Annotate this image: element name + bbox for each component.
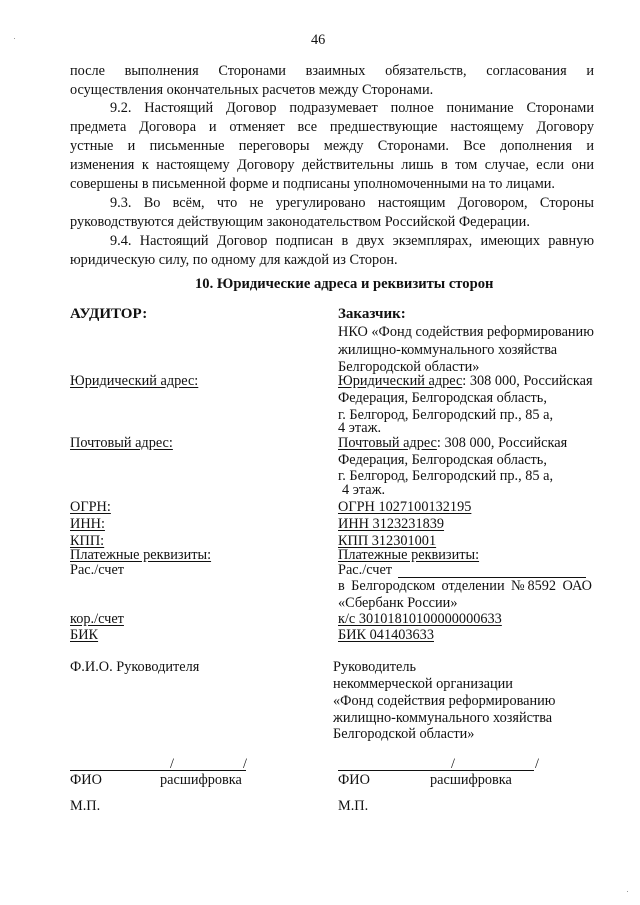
customer-director-line: «Фонд содействия реформированию: [333, 693, 556, 709]
clause-line: осуществления окончательных расчетов между Сторонами.: [70, 82, 434, 98]
customer-postal-address-line: Федерация, Белгородская область,: [338, 452, 547, 468]
customer-signature-slash: /: [451, 756, 455, 772]
auditor-ogrn-label: ОГРН:: [70, 499, 111, 515]
auditor-account-label: Рас./счет: [70, 562, 125, 578]
auditor-stamp-label: М.П.: [70, 798, 101, 814]
auditor-legal-address-label: Юридический адрес:: [70, 373, 199, 389]
customer-legal-address-label: Юридический адрес: [338, 373, 463, 389]
clause-line: руководствуются действующим законодательством Российской Федерации.: [70, 214, 530, 230]
auditor-inn-label: ИНН:: [70, 516, 105, 532]
customer-kpp: КПП 312301001: [338, 533, 437, 549]
scan-speck: [14, 38, 15, 39]
section-title: 10. Юридические адреса и реквизиты сторон: [195, 276, 494, 292]
customer-ogrn: ОГРН 1027100132195: [338, 499, 472, 515]
clause-line: после выполнения Сторонами взаимных обязательств, согласования и: [70, 63, 594, 79]
customer-director-line: жилищно-коммунального хозяйства: [333, 710, 553, 726]
page-number: 46: [311, 32, 326, 48]
customer-postal-address: [338, 436, 567, 450]
customer-postal-address-line: 4 этаж.: [342, 482, 386, 498]
clause-line: 9.4. Настоящий Договор подписан в двух экземплярах, имеющих равную: [110, 233, 594, 249]
clause-line: устные и письменные переговоры между Сторонами. Все дополнения и: [70, 138, 594, 154]
customer-director-line: Белгородской области»: [333, 726, 475, 742]
clause-line: изменения к настоящему Договору действительны лишь в том случае, если они: [70, 157, 594, 173]
auditor-heading: АУДИТОР:: [70, 306, 148, 322]
auditor-bik-label: БИК: [70, 627, 99, 643]
customer-postal-address-line: г. Белгород, Белгородский пр., 85 а,: [338, 468, 554, 484]
customer-payment-label: Платежные реквизиты:: [338, 547, 480, 563]
auditor-payment-label: Платежные реквизиты:: [70, 547, 212, 563]
clause-line: 9.2. Настоящий Договор подразумевает полное понимание Сторонами: [110, 100, 594, 116]
customer-inn: ИНН 3123231839: [338, 516, 445, 532]
customer-legal-address-line: Федерация, Белгородская область,: [338, 390, 547, 406]
customer-signature-line: [338, 770, 534, 771]
customer-org-name-line: жилищно-коммунального хозяйства: [338, 342, 558, 358]
clause-line: юридическую силу, по одному для каждой из Сторон.: [70, 252, 398, 268]
auditor-kpp-label: КПП:: [70, 533, 105, 549]
customer-account-label: Рас./счет: [338, 562, 393, 578]
customer-postal-address-value: : 308 000, Российская: [436, 435, 568, 451]
clause-line: предмета Договора и отменяет все предшествующие настоящему Договору: [70, 119, 594, 135]
auditor-signature-slash: /: [243, 756, 247, 772]
auditor-fio-label: ФИО: [70, 772, 102, 788]
customer-fio-label: ФИО: [338, 772, 370, 788]
customer-decode-label: расшифровка: [430, 772, 512, 788]
customer-postal-address-label: Почтовый адрес: [338, 435, 437, 451]
auditor-decode-label: расшифровка: [160, 772, 242, 788]
customer-stamp-label: М.П.: [338, 798, 369, 814]
customer-legal-address: [338, 374, 593, 388]
customer-org-name-line: НКО «Фонд содействия реформированию: [338, 324, 594, 340]
clause-line: 9.3. Во всём, что не урегулировано настоящим Договором, Стороны: [110, 195, 594, 211]
customer-director-line: некоммерческой организации: [333, 676, 513, 692]
customer-corr-account: к/с 30101810100000000633: [338, 611, 502, 627]
customer-bank-line: в Белгородском отделении №8592 ОАО: [338, 578, 592, 594]
customer-legal-address-value: : 308 000, Российская: [462, 373, 593, 389]
customer-org-name-line: Белгородской области»: [338, 359, 480, 375]
customer-heading: Заказчик:: [338, 306, 406, 322]
customer-legal-address-line: г. Белгород, Белгородский пр., 85 а,: [338, 407, 554, 423]
customer-signature-slash: /: [535, 756, 539, 772]
scan-speck: [627, 891, 628, 892]
auditor-corr-account-label: кор./счет: [70, 611, 124, 627]
auditor-director-label: Ф.И.О. Руководителя: [70, 659, 200, 675]
auditor-signature-line: [70, 770, 246, 771]
auditor-postal-address-label: Почтовый адрес:: [70, 435, 173, 451]
customer-bik: БИК 041403633: [338, 627, 434, 643]
auditor-signature-slash: /: [170, 756, 174, 772]
customer-director-line: Руководитель: [333, 659, 417, 675]
clause-line: совершены в письменной форме и подписаны уполномоченными на то лицами.: [70, 176, 555, 192]
customer-legal-address-line: 4 этаж.: [338, 420, 382, 436]
customer-bank-line: «Сбербанк России»: [338, 595, 458, 611]
